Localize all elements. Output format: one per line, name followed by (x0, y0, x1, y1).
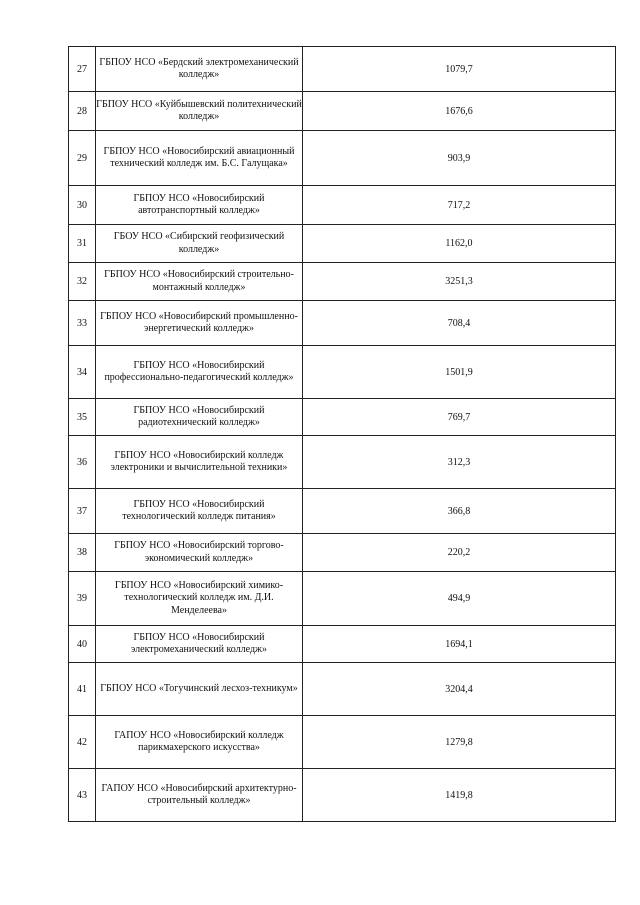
table-row (69, 47, 616, 92)
row-value: 1079,7 (303, 47, 616, 92)
row-value: 366,8 (303, 489, 616, 534)
row-value: 717,2 (303, 186, 616, 225)
row-number: 33 (69, 301, 96, 346)
row-number: 42 (69, 716, 96, 769)
table-row (69, 263, 616, 301)
table-row (69, 186, 616, 225)
college-name: ГБПОУ НСО «Тогучинский лесхоз-техникум» (96, 663, 303, 716)
row-value: 1419,8 (303, 769, 616, 822)
college-name: ГАПОУ НСО «Новосибирский колледж парикмахерского искусства» (96, 716, 303, 769)
row-number: 41 (69, 663, 96, 716)
college-name: ГБПОУ НСО «Новосибирский электромеханический колледж» (96, 626, 303, 663)
college-name: ГБПОУ НСО «Новосибирский торгово-экономический колледж» (96, 534, 303, 572)
row-value: 903,9 (303, 131, 616, 186)
college-name: ГБПОУ НСО «Новосибирский радиотехнический колледж» (96, 399, 303, 436)
row-value: 1501,9 (303, 346, 616, 399)
table-row (69, 534, 616, 572)
row-number: 35 (69, 399, 96, 436)
college-name: ГБПОУ НСО «Новосибирский промышленно-энергетический колледж» (96, 301, 303, 346)
table-row (69, 489, 616, 534)
row-number: 39 (69, 572, 96, 626)
row-number: 32 (69, 263, 96, 301)
table-row (69, 769, 616, 822)
row-value: 1676,6 (303, 92, 616, 131)
row-number: 34 (69, 346, 96, 399)
table-row (69, 663, 616, 716)
row-value: 708,4 (303, 301, 616, 346)
college-name: ГБПОУ НСО «Новосибирский строительно-монтажный колледж» (96, 263, 303, 301)
row-number: 29 (69, 131, 96, 186)
row-number: 28 (69, 92, 96, 131)
college-name: ГБПОУ НСО «Новосибирский автотранспортный колледж» (96, 186, 303, 225)
row-number: 30 (69, 186, 96, 225)
row-value: 494,9 (303, 572, 616, 626)
college-name: ГАПОУ НСО «Новосибирский архитектурно-строительный колледж» (96, 769, 303, 822)
college-name: ГБПОУ НСО «Бердский электромеханический колледж» (96, 47, 303, 92)
row-value: 3204,4 (303, 663, 616, 716)
row-value: 1279,8 (303, 716, 616, 769)
row-number: 43 (69, 769, 96, 822)
row-number: 31 (69, 225, 96, 263)
row-value: 769,7 (303, 399, 616, 436)
row-value: 312,3 (303, 436, 616, 489)
row-number: 27 (69, 47, 96, 92)
table-row (69, 626, 616, 663)
row-number: 37 (69, 489, 96, 534)
row-number: 36 (69, 436, 96, 489)
table-row (69, 92, 616, 131)
table-row (69, 716, 616, 769)
table-row (69, 399, 616, 436)
college-name: ГБПОУ НСО «Новосибирский авиационный технический колледж им. Б.С. Галущака» (96, 131, 303, 186)
table-row (69, 436, 616, 489)
row-value: 220,2 (303, 534, 616, 572)
table-row (69, 572, 616, 626)
row-value: 3251,3 (303, 263, 616, 301)
college-name: ГБПОУ НСО «Новосибирский химико-технологический колледж им. Д.И. Менделеева» (96, 572, 303, 626)
row-value: 1162,0 (303, 225, 616, 263)
table-row (69, 225, 616, 263)
college-name: ГБОУ НСО «Сибирский геофизический колледж» (96, 225, 303, 263)
table-row (69, 346, 616, 399)
college-name: ГБПОУ НСО «Новосибирский профессионально-педагогический колледж» (96, 346, 303, 399)
table-row (69, 131, 616, 186)
college-name: ГБПОУ НСО «Новосибирский технологический колледж питания» (96, 489, 303, 534)
colleges-table (68, 46, 616, 822)
college-name: ГБПОУ НСО «Куйбышевский политехнический колледж» (96, 92, 303, 131)
row-number: 40 (69, 626, 96, 663)
row-number: 38 (69, 534, 96, 572)
college-name: ГБПОУ НСО «Новосибирский колледж электроники и вычислительной техники» (96, 436, 303, 489)
row-value: 1694,1 (303, 626, 616, 663)
table-row (69, 301, 616, 346)
